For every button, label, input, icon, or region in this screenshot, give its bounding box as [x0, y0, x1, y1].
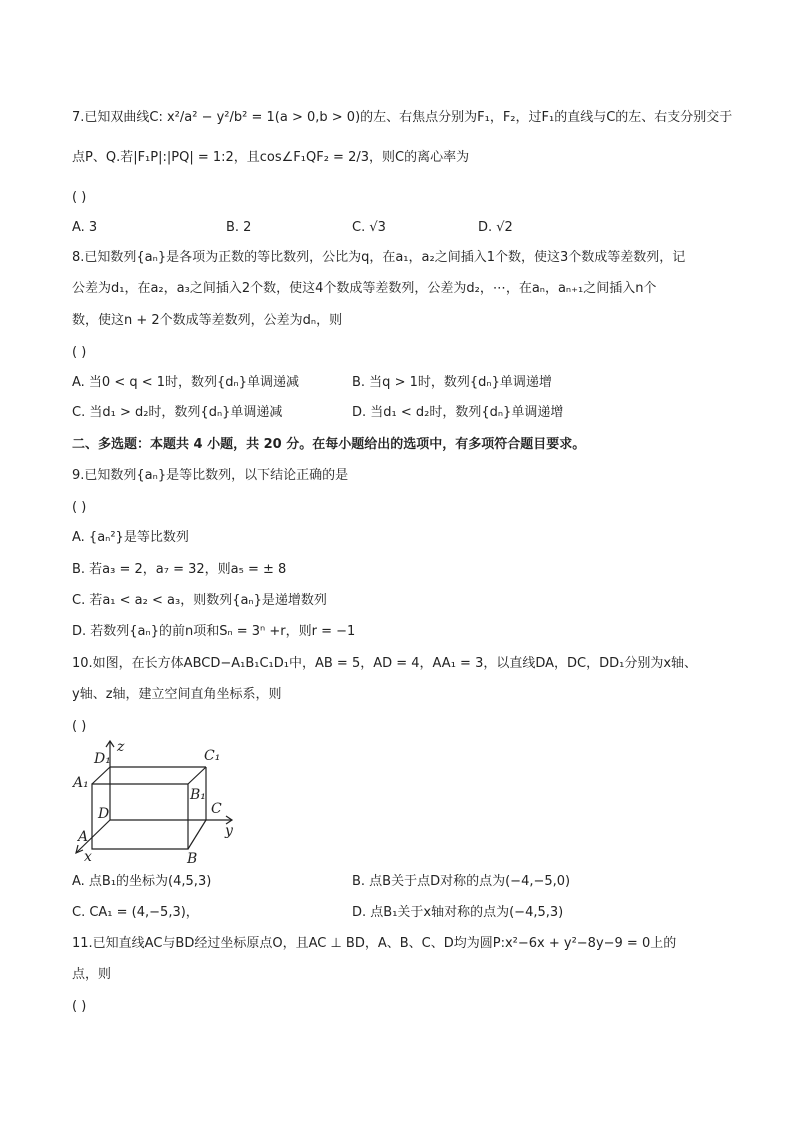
label-a1: A₁	[73, 775, 89, 791]
q9-answer-paren: ( )	[72, 500, 87, 515]
q8-answer-paren: ( )	[72, 345, 87, 360]
q11-stem-line2: 点，则	[72, 967, 112, 982]
q7-stem-line2: 点P、Q.若|F₁P|:|PQ| = 1:2，且cos∠F₁QF₂ = 2/3，则C的离心率为	[72, 150, 470, 165]
q8-stem-line2: 公差为d₁，在a₂，a₃之间插入2个数，使这4个数成等差数列，公差为d₂，⋯，在aₙ，aₙ₊₁之间插入n个	[72, 281, 657, 296]
label-d1: D₁	[94, 751, 111, 767]
q7-option-b: B. 2	[226, 220, 252, 235]
q11-answer-paren: ( )	[72, 999, 87, 1014]
q10-option-c: C. CA₁ = (4,−5,3)，	[72, 905, 199, 920]
q7-stem-line1: 7.已知双曲线C: x²/a² − y²/b² = 1(a > 0,b > 0)的左、右焦点分别为F₁，F₂，过F₁的直线与C的左、右支分别交于	[72, 110, 733, 125]
q7-option-d: D. √2	[478, 220, 513, 235]
label-a: A	[78, 829, 89, 845]
label-z-axis: z	[117, 739, 125, 755]
q11-stem-line1: 11.已知直线AC与BD经过坐标原点O，且AC ⊥ BD，A、B、C、D均为圆P:x²−6x + y²−8y−9 = 0上的	[72, 936, 677, 951]
q8-option-c: C. 当d₁ > d₂时，数列{dₙ}单调递减	[72, 405, 283, 420]
q10-option-d: D. 点B₁关于x轴对称的点为(−4,5,3)	[352, 905, 564, 920]
q10-stem-line1: 10.如图，在长方体ABCD−A₁B₁C₁D₁中，AB = 5，AD = 4，AA₁ = 3，以直线DA，DC，DD₁分别为x轴、	[72, 656, 698, 671]
q7-answer-paren: ( )	[72, 190, 87, 205]
q8-option-b: B. 当q > 1时，数列{dₙ}单调递增	[352, 375, 552, 390]
q7-option-a: A. 3	[72, 220, 98, 235]
q10-stem-line2: y轴、z轴，建立空间直角坐标系，则	[72, 687, 282, 702]
q8-option-a: A. 当0 < q < 1时，数列{dₙ}单调递减	[72, 375, 300, 390]
label-c1: C₁	[204, 748, 221, 764]
label-x-axis: x	[84, 849, 92, 865]
q9-option-b: B. 若a₃ = 2，a₇ = 32，则a₅ = ± 8	[72, 562, 287, 577]
q8-stem-line3: 数，使这n + 2个数成等差数列，公差为dₙ，则	[72, 313, 343, 328]
q10-option-b: B. 点B关于点D对称的点为(−4,−5,0)	[352, 874, 571, 889]
q10-option-a: A. 点B₁的坐标为(4,5,3)	[72, 874, 212, 889]
cuboid-figure	[70, 737, 250, 867]
label-c: C	[211, 801, 222, 817]
q9-option-c: C. 若a₁ < a₂ < a₃，则数列{aₙ}是递增数列	[72, 593, 327, 608]
q8-option-d: D. 当d₁ < d₂时，数列{dₙ}单调递增	[352, 405, 564, 420]
q9-option-a: A. {aₙ²}是等比数列	[72, 530, 189, 545]
section-heading-multiple-choice: 二、多选题：本题共 4 小题，共 20 分。在每小题给出的选项中，有多项符合题目要求。	[72, 437, 586, 452]
q9-stem: 9.已知数列{aₙ}是等比数列，以下结论正确的是	[72, 468, 349, 483]
label-b: B	[187, 851, 198, 867]
label-b1: B₁	[190, 787, 206, 803]
q7-option-c: C. √3	[352, 220, 386, 235]
q8-stem-line1: 8.已知数列{aₙ}是各项为正数的等比数列，公比为q，在a₁，a₂之间插入1个数，使这3个数成等差数列，记	[72, 250, 686, 265]
label-d: D	[98, 806, 110, 822]
q9-option-d: D. 若数列{aₙ}的前n项和Sₙ = 3ⁿ +r，则r = −1	[72, 624, 356, 639]
q10-answer-paren: ( )	[72, 719, 87, 734]
label-y-axis: y	[225, 823, 233, 839]
